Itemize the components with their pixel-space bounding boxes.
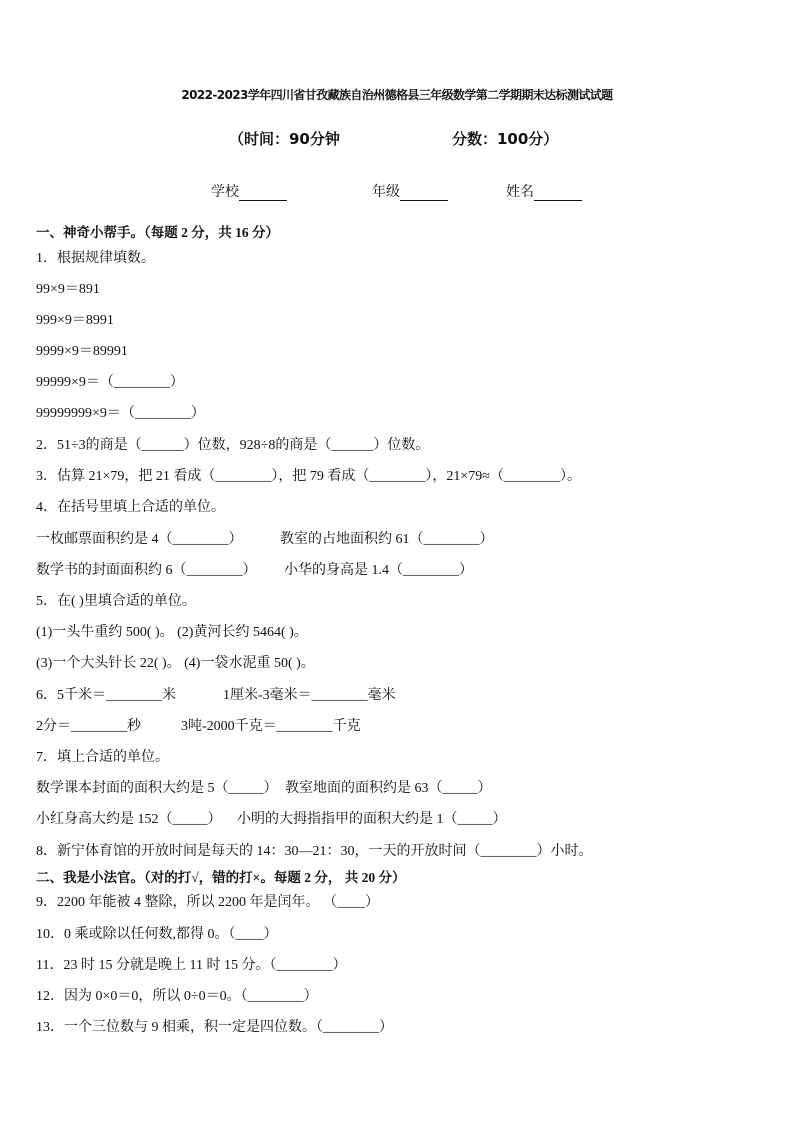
question-1-row[interactable]: 99999×9＝（________） xyxy=(36,375,184,390)
question-3[interactable]: 3．估算 21×79，把 21 看成（________），把 79 看成（________），21×79≈（________）。 xyxy=(36,469,581,484)
name-blank[interactable] xyxy=(534,185,582,201)
question-1-row: 99×9＝891 xyxy=(36,282,100,297)
question-9[interactable]: 9．2200 年能被 4 整除，所以 2200 年是闰年。 （____） xyxy=(36,895,379,910)
question-1: 1．根据规律填数。 xyxy=(36,251,155,266)
school-blank[interactable] xyxy=(239,185,287,201)
question-13[interactable]: 13．一个三位数与 9 相乘，积一定是四位数。（________） xyxy=(36,1020,393,1035)
question-6-item[interactable]: 6．5千米＝________米 xyxy=(36,688,176,703)
question-7-row xyxy=(36,780,492,798)
question-6-row xyxy=(36,687,396,705)
student-info-row xyxy=(0,181,794,203)
question-6-item[interactable]: 1厘米-3毫米＝________毫米 xyxy=(223,688,396,703)
question-4-row xyxy=(36,531,494,549)
exam-meta xyxy=(0,128,794,152)
question-6-item[interactable]: 2分＝________秒 xyxy=(36,719,141,734)
page-title: 2022-2023学年四川省甘孜藏族自治州德格县三年级数学第二学期期末达标测试试题 xyxy=(181,88,613,102)
question-10[interactable]: 10．0 乘或除以任何数,都得 0。（____） xyxy=(36,927,278,942)
question-4-item[interactable]: 教室的占地面积约 61（________） xyxy=(280,532,494,547)
question-7: 7．填上合适的单位。 xyxy=(36,750,169,765)
section-heading-2: 二、我是小法官。（对的打√，错的打×。每题 2 分， 共 20 分） xyxy=(36,870,406,885)
question-7-item[interactable]: 小红身高大约是 152（_____） xyxy=(36,812,222,827)
question-1-row[interactable]: 99999999×9＝（________） xyxy=(36,406,205,421)
question-5-row[interactable]: (3)一个大头针长 22( )。 (4)一袋水泥重 50( )。 xyxy=(36,656,315,671)
school-label: 学校 xyxy=(211,185,239,200)
question-6-row xyxy=(36,718,361,736)
question-7-item[interactable]: 教室地面的面积约是 63（_____） xyxy=(285,781,492,796)
question-4: 4．在括号里填上合适的单位。 xyxy=(36,500,225,515)
question-1-row: 9999×9＝89991 xyxy=(36,344,128,359)
question-5: 5．在( )里填合适的单位。 xyxy=(36,594,196,609)
question-6-item[interactable]: 3吨-2000千克＝________千克 xyxy=(181,719,361,734)
name-field[interactable] xyxy=(506,181,582,201)
question-4-item[interactable]: 一枚邮票面积约是 4（________） xyxy=(36,532,243,547)
question-7-row xyxy=(36,811,507,829)
question-7-item[interactable]: 小明的大拇指指甲的面积大约是 1（_____） xyxy=(237,812,507,827)
question-2[interactable]: 2．51÷3的商是（______）位数，928÷8的商是（______）位数。 xyxy=(36,438,430,453)
total-score: 分数：100分） xyxy=(452,130,559,148)
school-field[interactable] xyxy=(211,181,287,201)
grade-blank[interactable] xyxy=(400,185,448,201)
question-4-row xyxy=(36,562,473,580)
question-7-item[interactable]: 数学课本封面的面积大约是 5（_____） xyxy=(36,781,278,796)
question-4-item[interactable]: 小华的身高是 1.4（________） xyxy=(284,563,473,578)
question-4-item[interactable]: 数学书的封面面积约 6（________） xyxy=(36,563,257,578)
question-11[interactable]: 11．23 时 15 分就是晚上 11 时 15 分。（________） xyxy=(36,958,347,973)
question-1-row: 999×9＝8991 xyxy=(36,313,114,328)
grade-label: 年级 xyxy=(372,185,400,200)
name-label: 姓名 xyxy=(506,185,534,200)
question-5-row[interactable]: (1)一头牛重约 500( )。 (2)黄河长约 5464( )。 xyxy=(36,625,308,640)
section-heading-1: 一、神奇小帮手。（每题 2 分，共 16 分） xyxy=(36,225,279,240)
grade-field[interactable] xyxy=(372,181,448,201)
question-8[interactable]: 8．新宁体育馆的开放时间是每天的 14：30—21：30，一天的开放时间（________）小时。 xyxy=(36,844,593,859)
time-limit: （时间：90分钟 xyxy=(229,130,340,148)
question-12[interactable]: 12．因为 0×0＝0，所以 0÷0＝0。（________） xyxy=(36,989,318,1004)
